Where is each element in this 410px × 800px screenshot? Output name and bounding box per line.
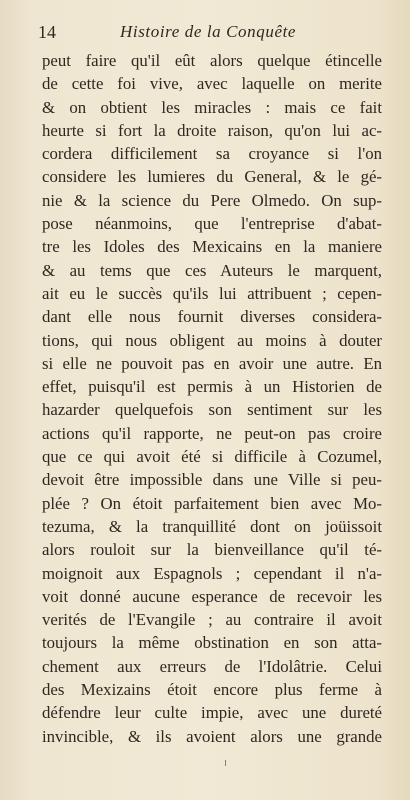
text-line: chement aux erreurs de l'Idolâtrie. Celui [42,656,382,676]
text-line: cordera difficilement sa croyance si l'on [42,144,382,164]
text-line: tions, qui nous obligent au moins à douter [42,330,382,350]
text-line: tre les Idoles des Mexicains en la maniere [42,237,382,257]
text-line: actions qu'il rapporte, ne peut-on pas croire [42,423,382,443]
text-line: ait eu le succès qu'ils lui attribuent ; cepen- [42,283,382,303]
text-line: pose néanmoins, que l'entreprise d'abat- [42,214,382,234]
text-line: devoit être impossible dans une Ville si peu- [42,470,382,490]
page-header [38,20,380,46]
text-line: considere les lumieres du General, & le gé- [42,167,382,187]
printer-mark [225,760,226,766]
text-line: voit donné aucune esperance de recevoir les [42,586,382,606]
text-line: & au tems que ces Auteurs le marquent, [42,260,382,280]
text-line: défendre leur culte impie, avec une dureté [42,703,382,723]
text-line: des Mexizains étoit encore plus ferme à [42,680,382,700]
body-text [42,49,382,748]
text-line: moignoit aux Espagnols ; cependant il n'a- [42,563,382,583]
running-title: Histoire de la Conquête [120,22,297,41]
text-line: hazarder quelquefois son sentiment sur les [42,400,382,420]
text-line: peut faire qu'il eût alors quelque étincelle [42,51,382,70]
text-line: & on obtient les miracles : mais ce fait [42,97,382,117]
text-line: toujours la même obstination en son atta- [42,633,382,653]
text-line: invincible, & ils avoient alors une grande [42,726,382,746]
text-line: verités de l'Evangile ; au contraire il avoit [42,610,382,630]
text-line: tezuma, & la tranquillité dont on joüissoit [42,516,382,536]
text-line: plée ? On étoit parfaitement bien avec Mo- [42,493,382,513]
text-line: nie & la science du Pere Olmedo. On sup- [42,190,382,210]
text-line: heurte si fort la droite raison, qu'on lui ac- [42,120,382,140]
page-number: 14 [38,22,56,42]
text-line: effet, puisqu'il est permis à un Historien de [42,377,382,397]
text-line: si elle ne pouvoit pas en avoir une autre. En [42,353,382,373]
text-line: de cette foi vive, avec laquelle on merite [42,74,382,94]
text-line: alors rouloit sur la bienveillance qu'il té- [42,540,382,560]
text-line: dant elle nous fournit diverses considera- [42,307,382,327]
text-line: que ce qui avoit été si difficile à Cozumel, [42,447,382,467]
